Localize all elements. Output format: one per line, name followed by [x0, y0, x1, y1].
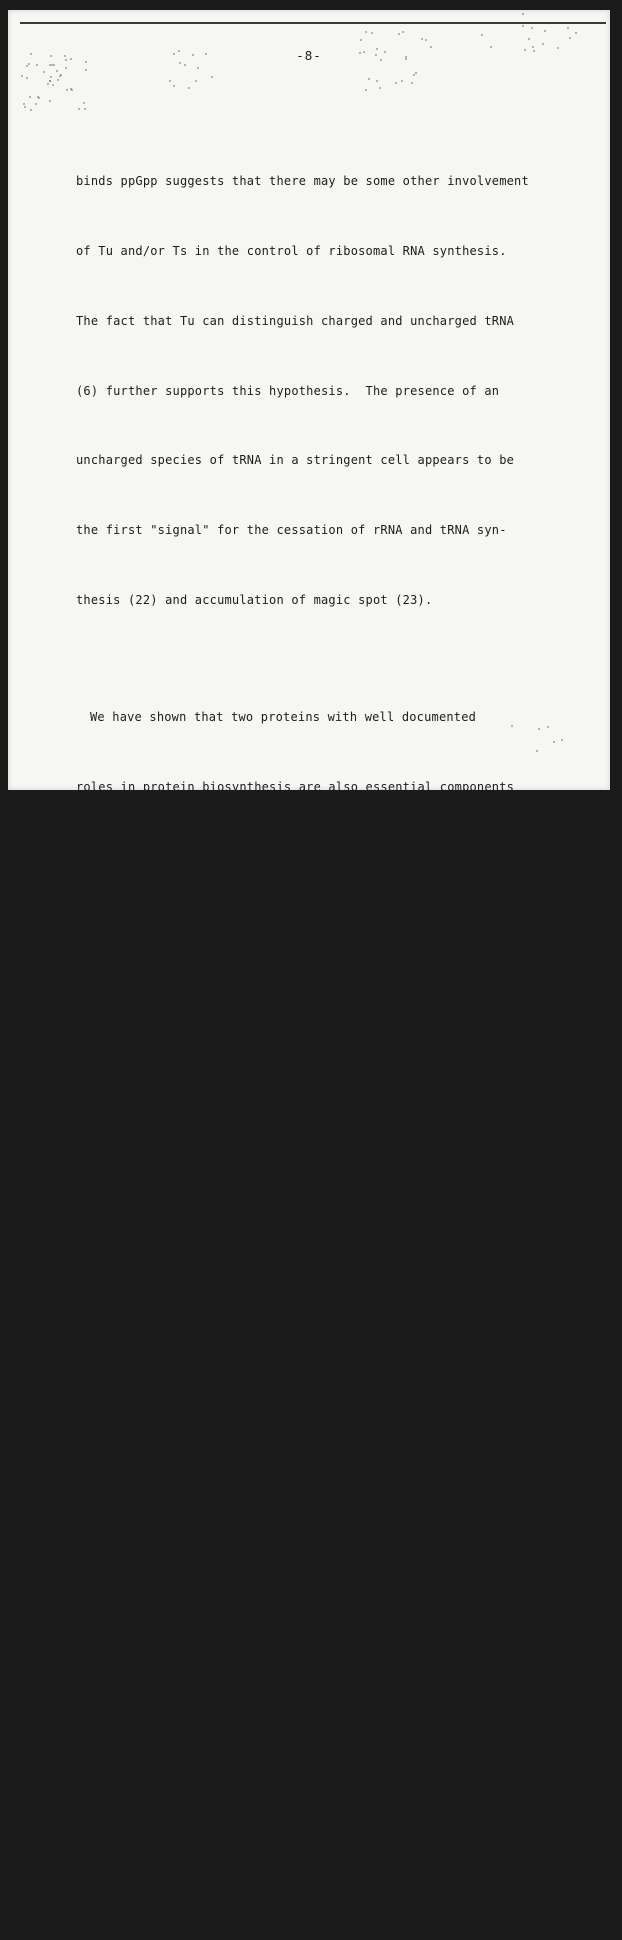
- speck: [411, 82, 413, 84]
- speck: [66, 89, 68, 91]
- speck: [52, 84, 54, 86]
- speck: [179, 62, 181, 64]
- speck: [557, 47, 559, 49]
- speck: [561, 739, 563, 741]
- text-line: We conjecture that this use of common components may be: [90, 1455, 499, 1470]
- speck: [29, 96, 31, 98]
- speck: [371, 32, 373, 34]
- speck: [544, 30, 546, 32]
- speck: [184, 64, 186, 66]
- text-line: single underlying function--which appears as a common step: [76, 1059, 507, 1074]
- speck: [47, 83, 49, 85]
- speck: [85, 61, 87, 63]
- text-line: the first "signal" for the cessation of rRNA and tRNA syn-: [76, 523, 507, 538]
- text-line: of a protein having a dual function, carrying out two differ-: [76, 919, 529, 934]
- speck: [360, 39, 362, 41]
- speck: [368, 78, 370, 80]
- speck: [56, 70, 58, 72]
- speck: [569, 37, 571, 39]
- body-text: [76, 100, 546, 1940]
- text-line: of such "multi-use proteins.": [76, 1874, 292, 1889]
- speck: [211, 76, 213, 78]
- speck: [528, 38, 530, 40]
- speck: [375, 54, 377, 56]
- speck: [35, 103, 37, 105]
- speck: [401, 80, 403, 82]
- speck: [49, 80, 51, 82]
- text-line: in order that subsequent step can be carried out.: [76, 1338, 440, 1353]
- speck: [481, 34, 483, 36]
- speck: [531, 27, 533, 29]
- speck: [84, 108, 86, 110]
- speck: [195, 80, 197, 82]
- speck: [53, 64, 55, 66]
- speck: [542, 43, 544, 45]
- speck: [511, 725, 513, 727]
- text-line: these proteins--such as positioning a nucleic acid correctly: [76, 1268, 522, 1283]
- speck: [57, 79, 59, 81]
- text-line: standing of the synthetic process may reveal a single role for: [76, 1198, 537, 1213]
- speck: [178, 50, 180, 52]
- speck: [365, 89, 367, 91]
- speck: [538, 728, 540, 730]
- text-line: thesis (22) and accumulation of magic spot (23).: [76, 593, 433, 608]
- speck: [402, 31, 404, 33]
- speck: [421, 38, 423, 40]
- speck: [359, 52, 361, 54]
- top-rule: [20, 22, 606, 24]
- speck: [36, 64, 38, 66]
- text-line: We have shown that two proteins with well documented: [90, 709, 477, 724]
- text-line: necessary for reading the plus strand may be further examples: [76, 1804, 529, 1819]
- speck: [173, 53, 175, 55]
- speck: [379, 87, 381, 89]
- speck: [413, 74, 415, 76]
- speck: [50, 76, 52, 78]
- page-number: -8-: [296, 48, 322, 63]
- speck: [23, 103, 25, 105]
- speck: [64, 55, 66, 57]
- text-line: uncharged species of tRNA in a stringent cell appears to be: [76, 453, 515, 468]
- speck: [188, 87, 190, 89]
- text-line: of Tu and/or Ts in the control of ribosomal RNA synthesis.: [76, 243, 507, 258]
- text-line: binds ppGpp suggests that there may be some other involvement: [76, 173, 529, 188]
- speck: [70, 58, 72, 60]
- speck: [37, 96, 39, 98]
- speck: [173, 85, 175, 87]
- speck: [522, 25, 524, 27]
- speck: [567, 27, 569, 29]
- speck: [83, 102, 85, 104]
- text-line: pate in other reactions or other proteins will be found to: [76, 1595, 507, 1609]
- speck: [522, 13, 524, 15]
- speck: [197, 67, 199, 69]
- document-page: [8, 10, 610, 1889]
- speck: [365, 31, 367, 33]
- speck: [60, 74, 62, 76]
- speck: [85, 69, 87, 71]
- speck: [430, 46, 432, 48]
- text-line: components of the Qβ replicase, subunit I, and the factors: [76, 1734, 507, 1749]
- text-line: participate in several complex processes. The remaining: [76, 1664, 492, 1679]
- text-line: The fact that Tu can distinguish charged and uncharged tRNA: [76, 313, 515, 328]
- speck: [575, 32, 577, 34]
- speck: [26, 77, 28, 79]
- speck: [21, 75, 23, 77]
- speck: [169, 80, 171, 82]
- text-line: roles in protein biosynthesis are also essential components: [76, 779, 515, 794]
- speck: [376, 80, 378, 82]
- text-line: ent enzymatic activities. More likely, the protein has a: [76, 989, 500, 1004]
- speck: [415, 72, 417, 74]
- text-line: of an RNA-dependent RNA replicase. This may be an example: [76, 849, 507, 864]
- speck: [49, 100, 51, 102]
- speck: [524, 49, 526, 51]
- speck: [553, 741, 555, 743]
- text-line: a more general phenomenon. Tu and Ts may themselves parti-: [76, 1525, 515, 1540]
- text-line: (6) further supports this hypothesis. The presence of an: [76, 383, 500, 398]
- speck: [547, 726, 549, 728]
- speck: [398, 33, 400, 35]
- speck: [24, 106, 26, 108]
- speck: [43, 71, 45, 73]
- speck: [533, 50, 535, 52]
- speck: [395, 82, 397, 84]
- speck: [490, 46, 492, 48]
- speck: [30, 109, 32, 111]
- speck: [425, 39, 427, 41]
- speck: [536, 750, 538, 752]
- speck: [65, 67, 67, 69]
- text-line: in two different biochemical processes. Here a deeper under-: [76, 1129, 529, 1144]
